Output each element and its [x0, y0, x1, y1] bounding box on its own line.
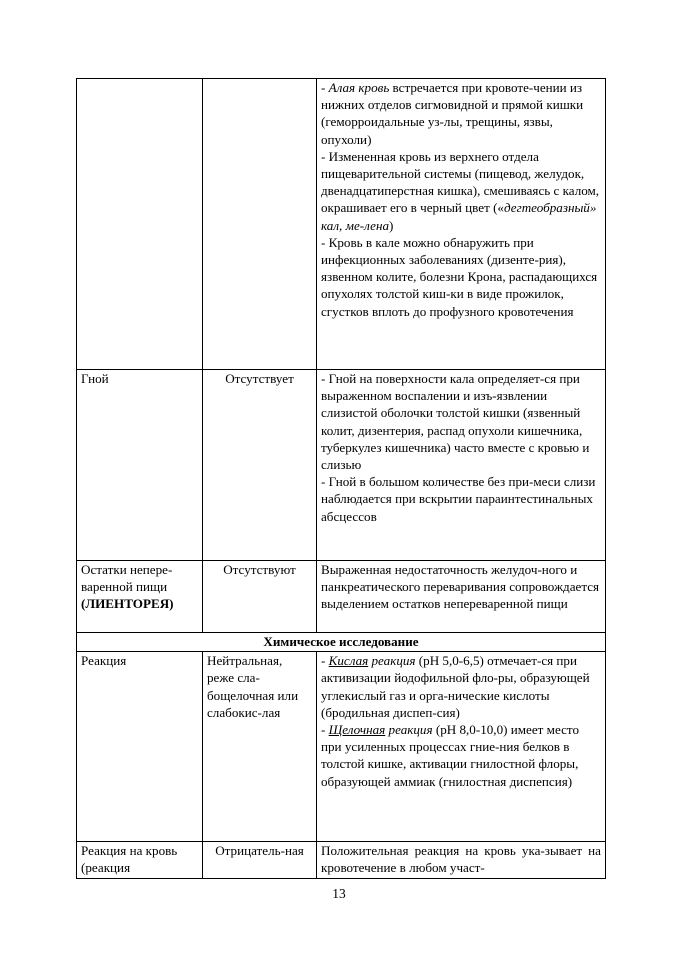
description-cell [317, 370, 606, 561]
description-cell [317, 561, 606, 633]
description-cell [317, 652, 606, 842]
description-paragraph: - Щелочная реакция (pH 8,0-10,0) имеет место при усиленных процессах гние-ния белков в толстой кишке, активации гнилостной флоры, образующей аммиак (гнилостная диспепсия) [321, 722, 579, 789]
description-paragraph: - Алая кровь встречается при кровоте-чении из нижних отделов сигмовидной и прямой кишки (геморроидальные уз-лы, трещины, язвы, опухоли) [321, 80, 584, 147]
feces-analysis-table [76, 78, 606, 879]
norm-cell: Отсутствует [203, 370, 317, 561]
description-paragraph: - Кровь в кале можно обнаружить при инфекционных заболеваниях (дизенте-рия), язвенном колите, болезни Крона, распадающихся опухолях толстой киш-ки в виде прожилок, сгустков вплоть до профузного кровотечения [321, 234, 598, 319]
norm-cell: Отсутствуют [203, 561, 317, 633]
lienterea-label: (ЛИЕНТОРЕЯ) [81, 596, 174, 612]
section-title: Химическое исследование [77, 633, 606, 652]
indicator-cell: Реакция [77, 652, 203, 842]
table-row [77, 370, 606, 561]
page-number: 13 [332, 886, 346, 901]
description-cell [317, 842, 606, 878]
description-paragraph: Положительная реакция на кровь ука-зывает на кровотечение в любом участ- [321, 843, 601, 876]
description-paragraph: - Кислая реакция (pH 5,0-6,5) отмечает-ся при активизации йодофильной фло-ры, образующей углекислый газ и орга-нические кислоты (бродильная диспеп-сия) [321, 653, 590, 720]
indicator-cell: Остатки непере-варенной пищи (ЛИЕНТОРЕЯ) [77, 561, 203, 633]
norm-cell: Нейтральная, реже сла-бощелочная или слабокис-лая [203, 652, 317, 842]
description-paragraph: - Гной на поверхности кала определяет-ся при выраженном воспалении и изъ-язвлении слизистой оболочки толстой кишки (язвенный колит, дизентерия, распад опухоли кишечника, туберкулез кишечника) часто вместе с кровью и слизью [321, 371, 590, 473]
indicator-cell [77, 79, 203, 370]
norm-cell [203, 79, 317, 370]
table-row [77, 842, 606, 878]
norm-cell: Отрицатель-ная [203, 842, 317, 878]
section-row [77, 633, 606, 652]
description-cell [317, 79, 606, 370]
description-paragraph: - Измененная кровь из верхнего отдела пищеварительной системы (пищевод, желудок, двенадцатиперстная кишка), смешиваясь с калом, окрашивает его в черный цвет («дегтеобразный» кал, ме-лена) [321, 148, 600, 233]
table-row [77, 561, 606, 633]
description-paragraph: - Гной в большом количестве без при-меси слизи наблюдается при вскрытии параинтестинальных абсцессов [321, 474, 596, 524]
indicator-cell: Реакция на кровь (реакция [77, 842, 203, 878]
indicator-cell: Гной [77, 370, 203, 561]
table-row [77, 79, 606, 370]
table-row [77, 652, 606, 842]
description-paragraph: Выраженная недостаточность желудоч-ного и панкреатического переваривания сопровождается выделением остатков непереваренной пищи [321, 562, 600, 612]
